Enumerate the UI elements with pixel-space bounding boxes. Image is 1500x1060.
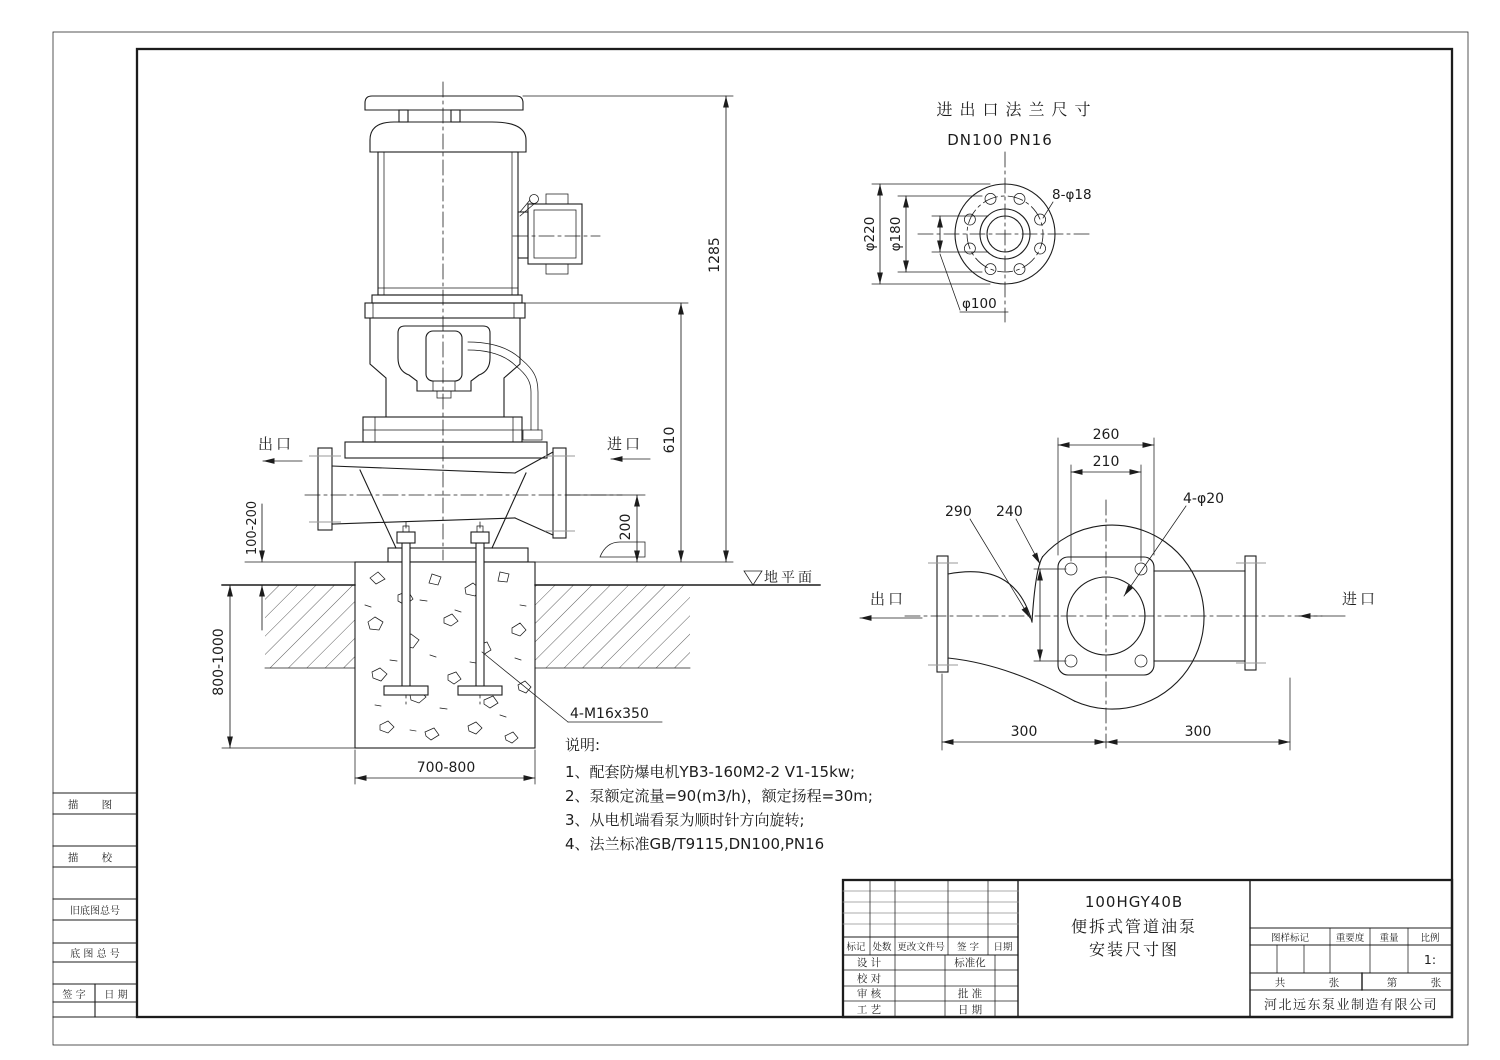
dim-outlet-center: 300: [1010, 724, 1038, 740]
anchor-bolt-spec: 4-M16x350: [570, 706, 649, 722]
margin-old-doc-no-label: 旧底图总号: [70, 906, 120, 917]
ground-label: 地平面: [764, 570, 815, 586]
margin-trace-check-label: 描 校: [67, 852, 123, 864]
pages-sheet-label: 张: [1328, 977, 1340, 989]
dim-volute-b: 240: [996, 504, 1023, 520]
plan-view: [860, 427, 1378, 750]
note-item-1: 1、配套防爆电机YB3-160M2-2 V1-15kw;: [565, 763, 856, 781]
dim-flange-bolt-circle: φ180: [888, 216, 904, 252]
elevation-inlet-label: 进口: [607, 435, 644, 453]
dim-volute-a: 290: [945, 504, 972, 520]
spec-weight-header: 重量: [1379, 933, 1399, 944]
rev-date-header: 日期: [993, 942, 1013, 953]
role-proof-label: 校 对: [856, 973, 882, 985]
drawing-product-name: 便拆式管道油泵: [1070, 917, 1198, 936]
dim-inlet-center: 300: [1184, 724, 1212, 740]
plan-dimensions: [942, 427, 1290, 750]
notes: [565, 736, 873, 853]
spec-importance-header: 重要度: [1335, 933, 1365, 944]
rev-doc-no-header: 更改文件号: [897, 942, 945, 953]
rev-sign-header: 签 字: [956, 942, 980, 953]
flange-title: 进出口法兰尺寸: [936, 100, 1098, 119]
dim-flange-bolt-holes: 8-φ18: [1052, 187, 1092, 203]
pages-sheet2-label: 张: [1430, 977, 1442, 989]
pages-total-label: 共: [1274, 977, 1286, 989]
dim-foundation-depth: 800-1000: [211, 628, 227, 696]
role-design-label: 设 计: [856, 957, 882, 969]
motor: [365, 96, 582, 318]
role-standard-label: 标准化: [954, 957, 986, 969]
pages-page-label: 第: [1386, 977, 1398, 989]
dim-bolt-span: 210: [1092, 454, 1120, 470]
drawing-model: 100HGY40B: [1084, 893, 1184, 911]
note-item-3: 3、从电机端看泵为顺时针方向旋转;: [565, 811, 805, 829]
dim-seat-bolt-holes: 4-φ20: [1183, 491, 1225, 507]
margin-trace-label: 描 图: [67, 799, 123, 811]
elevation-view: [211, 82, 820, 784]
dim-support-height: 610: [662, 426, 678, 454]
foundation: [222, 562, 820, 748]
dim-total-height: 1285: [707, 237, 723, 273]
note-item-4: 4、法兰标准GB/T9115,DN100,PN16: [565, 835, 825, 853]
role-craft-label: 工 艺: [856, 1004, 882, 1016]
role-date-label: 日 期: [957, 1004, 983, 1016]
margin-doc-no-label: 底 图 总 号: [70, 949, 120, 960]
dim-port-height: 200: [618, 513, 634, 541]
margin-sign-label: 签 字: [62, 990, 86, 1001]
rev-qty-header: 处数: [872, 942, 892, 953]
elevation-outlet-label: 出口: [258, 435, 295, 453]
role-approve-label: 批 准: [957, 988, 983, 1000]
plan-inlet-label: 进口: [1342, 590, 1379, 608]
dim-flange-outer: φ220: [862, 216, 878, 252]
margin-date-label: 日 期: [104, 990, 128, 1001]
dim-seat-width: 260: [1092, 427, 1120, 443]
dim-foundation-width: 700-800: [416, 760, 476, 776]
flange-dimensions: [862, 184, 1092, 312]
dim-foundation-protrusion: 100-200: [245, 500, 260, 556]
flange-detail-view: [862, 100, 1098, 322]
flange-spec: DN100 PN16: [947, 131, 1053, 149]
role-audit-label: 审 核: [856, 988, 882, 1000]
title-block: [843, 880, 1452, 1017]
page-frame: [53, 32, 1468, 1045]
drawing-sheet-name: 安装尺寸图: [1088, 940, 1180, 959]
margin-strip: [53, 793, 137, 1017]
note-item-2: 2、泵额定流量=90(m3/h)，额定扬程=30m;: [565, 787, 873, 805]
company-name: 河北远东泵业制造有限公司: [1263, 998, 1439, 1013]
support-bracket: [370, 318, 542, 440]
notes-title: 说明:: [565, 736, 601, 754]
dim-flange-bore: φ100: [962, 296, 997, 312]
scale-value: 1:: [1423, 952, 1437, 967]
ground-level-marker: [744, 569, 815, 586]
rev-mark-header: 标记: [846, 942, 866, 953]
spec-mark-header: 图样标记: [1270, 933, 1310, 944]
spec-scale-header: 比例: [1420, 933, 1440, 944]
plan-outlet-label: 出口: [870, 590, 907, 608]
